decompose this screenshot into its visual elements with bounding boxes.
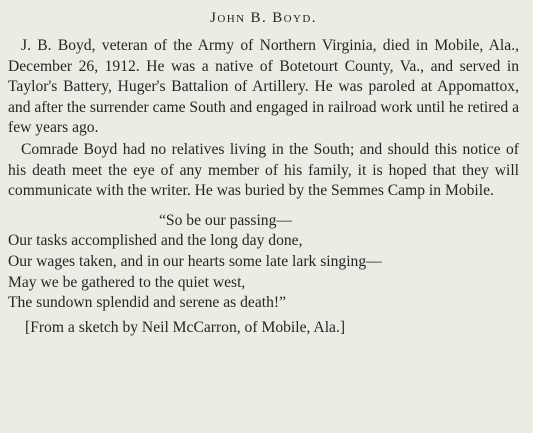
poem-line: Our tasks accomplished and the long day done, — [8, 232, 303, 250]
poem-line: “So be our passing— — [159, 211, 292, 229]
obituary-title: John B. Boyd. — [210, 10, 317, 26]
source-note: [From a sketch by Neil McCarron, of Mobile, Ala.] — [25, 318, 346, 336]
poem-line: May we be gathered to the quiet west, — [8, 273, 246, 291]
poem-line: The sundown splendid and serene as death!” — [8, 294, 286, 312]
obituary-paragraph-2: Comrade Boyd had no relatives living in the South; and should this notice of his death meet the eye of any member of his family, it is hoped that they will communicate with the writer. He was buried by the Semmes Camp in Mobile. — [8, 140, 519, 200]
obituary-paragraph-1: J. B. Boyd, veteran of the Army of Northern Virginia, died in Mobile, Ala., December 26, 1912. He was a native of Botetourt County, Va., and served in Taylor's Battery, Huger's Battalion of Artillery. He was paroled at Appomattox, and after the surrender came South and engaged in railroad work until he retired a few years ago. — [8, 37, 519, 137]
poem-line: Our wages taken, and in our hearts some late lark singing— — [8, 252, 382, 270]
poem — [8, 211, 519, 314]
